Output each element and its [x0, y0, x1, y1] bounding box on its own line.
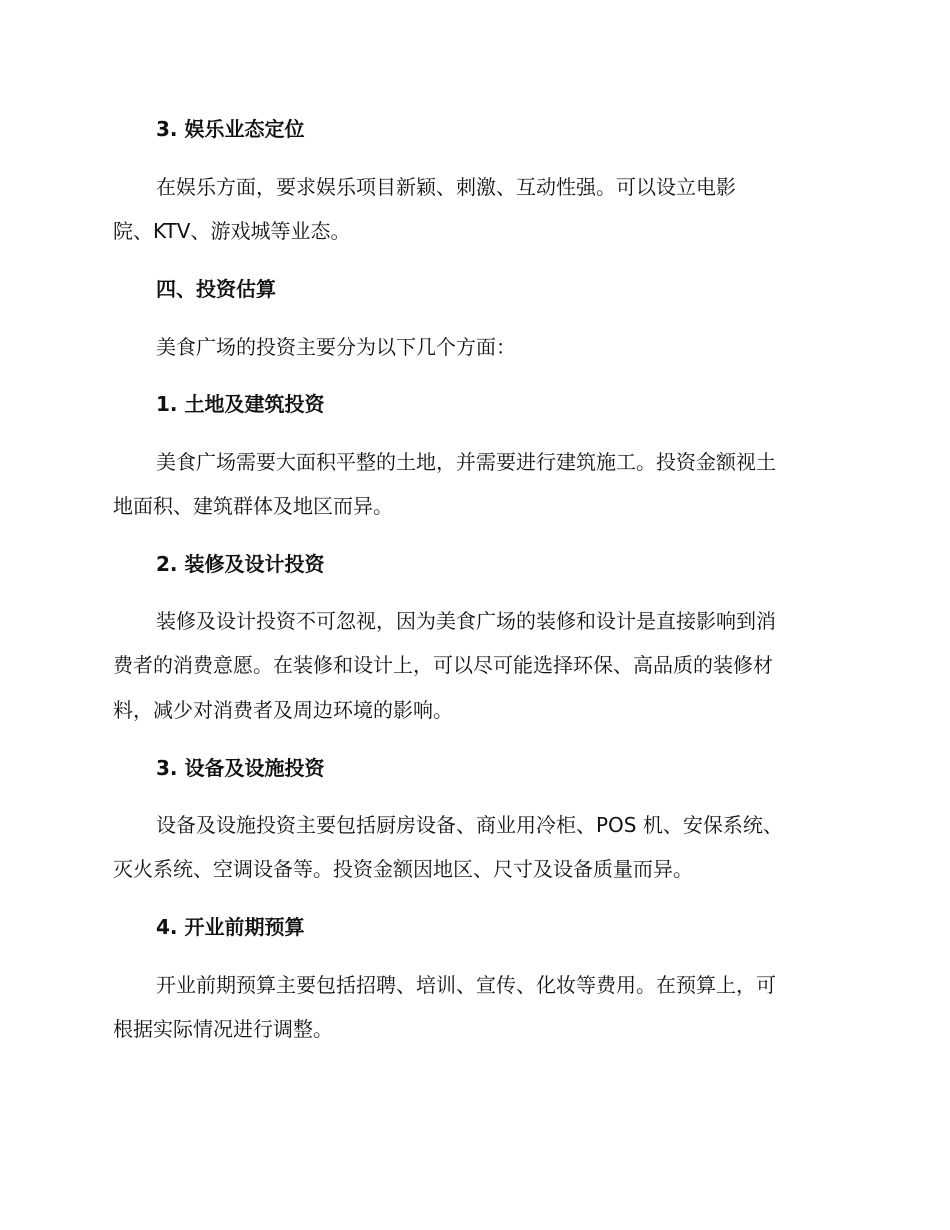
paragraph-line: 费者的消费意愿。在装修和设计上，可以尽可能选择环保、高品质的装修材	[113, 653, 773, 677]
paragraph-line: 院、KTV、游戏城等业态。	[113, 219, 351, 243]
paragraph-line: 装修及设计投资不可忽视，因为美食广场的装修和设计是直接影响到消	[156, 609, 776, 633]
paragraph-line: 在娱乐方面，要求娱乐项目新颖、刺激、互动性强。可以设立电影	[156, 175, 736, 199]
section-heading: 四、投资估算	[156, 277, 276, 301]
paragraph-line: 美食广场的投资主要分为以下几个方面：	[156, 335, 516, 359]
section-heading: 3. 娱乐业态定位	[156, 117, 305, 141]
paragraph-line: 设备及设施投资主要包括厨房设备、商业用冷柜、POS 机、安保系统、	[156, 813, 783, 837]
paragraph-line: 根据实际情况进行调整。	[113, 1017, 333, 1041]
section-heading: 3. 设备及设施投资	[156, 756, 325, 780]
paragraph-line: 地面积、建筑群体及地区而异。	[113, 494, 393, 518]
paragraph-line: 料，减少对消费者及周边环境的影响。	[113, 698, 453, 722]
paragraph-line: 灭火系统、空调设备等。投资金额因地区、尺寸及设备质量而异。	[113, 857, 693, 881]
section-heading: 1. 土地及建筑投资	[156, 392, 325, 416]
section-heading: 4. 开业前期预算	[156, 915, 305, 939]
paragraph-line: 美食广场需要大面积平整的土地，并需要进行建筑施工。投资金额视土	[156, 450, 776, 474]
paragraph-line: 开业前期预算主要包括招聘、培训、宣传、化妆等费用。在预算上，可	[156, 973, 776, 997]
section-heading: 2. 装修及设计投资	[156, 552, 325, 576]
